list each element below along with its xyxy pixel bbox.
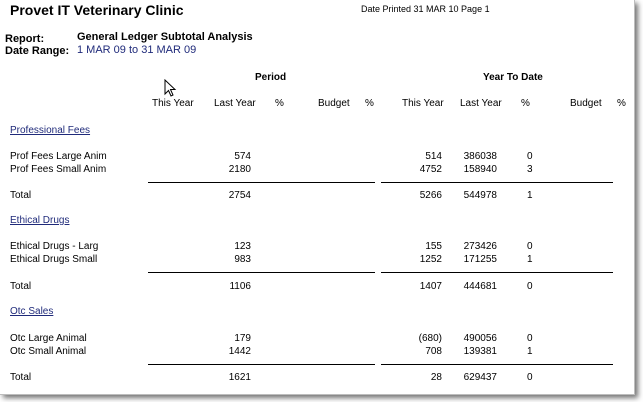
total-label: Total bbox=[10, 372, 32, 383]
ytd-group-header: Year To Date bbox=[483, 72, 543, 83]
subtotal-rule-period bbox=[148, 272, 375, 273]
row-ytd-pct: 3 bbox=[527, 164, 533, 175]
total-ytd-this-year: 1407 bbox=[419, 281, 442, 292]
total-ytd-this-year: 5266 bbox=[419, 190, 442, 201]
total-label: Total bbox=[10, 281, 32, 292]
total-label: Total bbox=[10, 190, 32, 201]
report-value: General Ledger Subtotal Analysis bbox=[77, 31, 253, 43]
subtotal-rule-ytd bbox=[381, 272, 613, 273]
col-ytd-budget: Budget bbox=[570, 98, 602, 109]
col-period-this-year: This Year bbox=[152, 98, 194, 109]
row-period-last-year: 123 bbox=[234, 241, 251, 252]
row-ytd-pct: 0 bbox=[527, 333, 533, 344]
mouse-pointer-icon bbox=[164, 79, 178, 99]
row-ytd-pct: 0 bbox=[527, 151, 533, 162]
row-label: Prof Fees Large Anim bbox=[10, 151, 107, 162]
col-period-budget: Budget bbox=[318, 98, 350, 109]
total-ytd-last-year: 544978 bbox=[463, 190, 497, 201]
date-printed: Date Printed 31 MAR 10 Page 1 bbox=[361, 4, 490, 14]
row-ytd-last-year: 386038 bbox=[463, 151, 497, 162]
date-range-label: Date Range: bbox=[5, 45, 70, 57]
section-ethical-drugs: Ethical Drugs bbox=[10, 215, 70, 226]
total-ytd-this-year: 28 bbox=[430, 372, 442, 383]
row-label: Otc Large Animal bbox=[10, 333, 87, 344]
row-ytd-pct: 0 bbox=[527, 241, 533, 252]
section-professional-fees: Professional Fees bbox=[10, 125, 91, 136]
row-label: Otc Small Animal bbox=[10, 346, 87, 357]
row-ytd-this-year: 1252 bbox=[419, 254, 442, 265]
row-ytd-this-year: 155 bbox=[425, 241, 442, 252]
row-ytd-this-year: 4752 bbox=[419, 164, 442, 175]
row-ytd-last-year: 158940 bbox=[463, 164, 497, 175]
subtotal-rule-period bbox=[148, 364, 375, 365]
report-label: Report: bbox=[5, 33, 45, 45]
total-ytd-last-year: 629437 bbox=[463, 372, 497, 383]
row-ytd-last-year: 490056 bbox=[463, 333, 497, 344]
row-label: Prof Fees Small Anim bbox=[10, 164, 107, 175]
subtotal-rule-period bbox=[148, 182, 375, 183]
total-ytd-pct: 0 bbox=[527, 372, 533, 383]
row-period-last-year: 1442 bbox=[228, 346, 251, 357]
row-ytd-pct: 1 bbox=[527, 346, 533, 357]
row-label: Ethical Drugs - Larg bbox=[10, 241, 99, 252]
row-period-last-year: 574 bbox=[234, 151, 251, 162]
row-ytd-this-year: (680) bbox=[418, 333, 442, 344]
row-ytd-this-year: 514 bbox=[425, 151, 442, 162]
total-ytd-pct: 0 bbox=[527, 281, 533, 292]
col-ytd-last-year: Last Year bbox=[460, 98, 502, 109]
col-ytd-pct: % bbox=[521, 98, 530, 109]
col-ytd-this-year: This Year bbox=[402, 98, 444, 109]
total-period-last-year: 1106 bbox=[229, 281, 251, 292]
total-ytd-last-year: 444681 bbox=[463, 281, 497, 292]
period-group-header: Period bbox=[255, 72, 287, 83]
row-ytd-pct: 1 bbox=[527, 254, 533, 265]
col-period-budget-pct: % bbox=[365, 98, 374, 109]
row-period-last-year: 2180 bbox=[228, 164, 251, 175]
col-ytd-budget-pct: % bbox=[617, 98, 626, 109]
row-period-last-year: 983 bbox=[234, 254, 251, 265]
row-label: Ethical Drugs Small bbox=[10, 254, 98, 265]
row-ytd-last-year: 273426 bbox=[463, 241, 497, 252]
col-period-last-year: Last Year bbox=[214, 98, 256, 109]
col-period-pct: % bbox=[275, 98, 284, 109]
row-ytd-last-year: 171255 bbox=[463, 254, 497, 265]
total-period-last-year: 1621 bbox=[228, 372, 251, 383]
total-ytd-pct: 1 bbox=[527, 190, 533, 201]
total-period-last-year: 2754 bbox=[228, 190, 251, 201]
subtotal-rule-ytd bbox=[381, 364, 613, 365]
date-range-value: 1 MAR 09 to 31 MAR 09 bbox=[77, 44, 197, 56]
clinic-title: Provet IT Veterinary Clinic bbox=[10, 2, 184, 18]
row-ytd-this-year: 708 bbox=[425, 346, 442, 357]
row-period-last-year: 179 bbox=[234, 333, 251, 344]
subtotal-rule-ytd bbox=[381, 182, 613, 183]
row-ytd-last-year: 139381 bbox=[463, 346, 497, 357]
section-otc-sales: Otc Sales bbox=[10, 306, 54, 317]
